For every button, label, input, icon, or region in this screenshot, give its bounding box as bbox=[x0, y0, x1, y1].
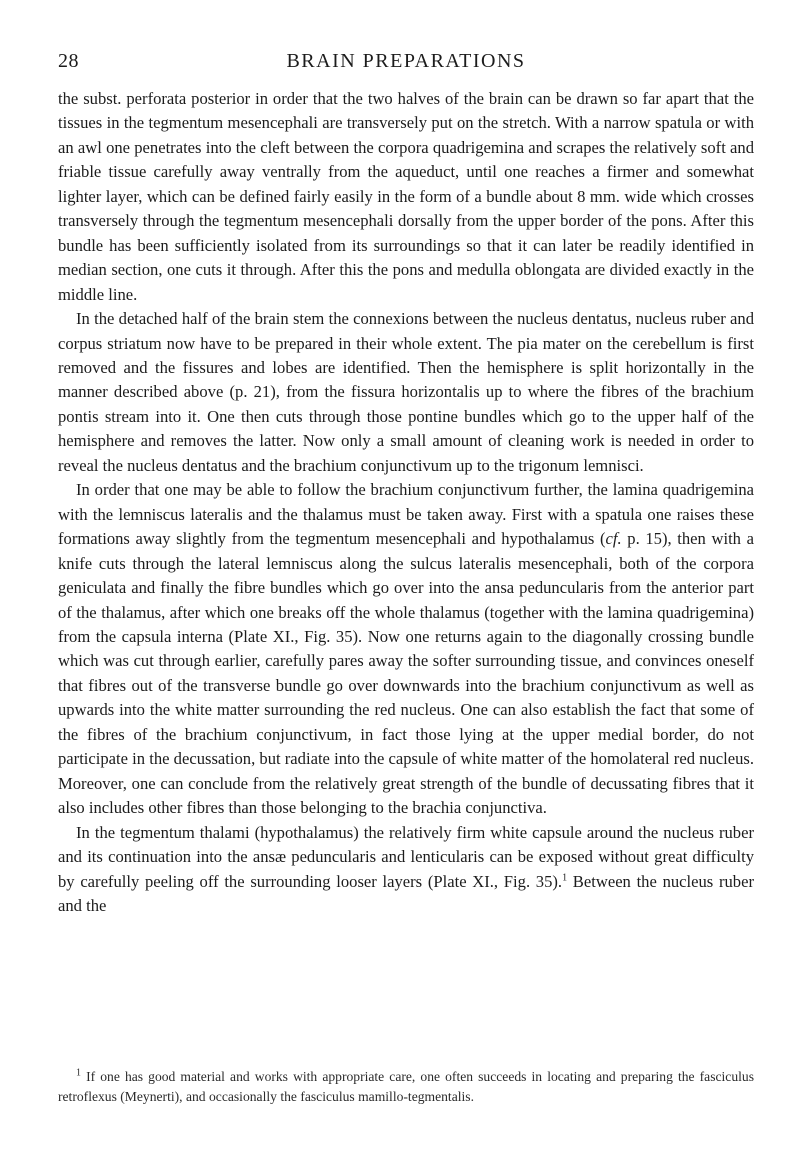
page-number: 28 bbox=[58, 50, 79, 72]
paragraph-3-part-2: p. 15), then with a knife cuts through the lateral lemniscus along the sulcus lateralis mesencephali, both of the corpora geniculata and finally the fibre bundles which go over into the ansa peduncularis from the anterior part of the thalamus, after which one breaks off the whole thalamus (together with the lamina quadrigemina) from the capsula interna (Plate XI., Fig. 35). Now one returns again to the diagonally crossing bundle which was cut through earlier, carefully pares away the softer surrounding tissue, and convinces oneself that fibres out of the transverse bundle go over downwards into the brachium conjunctivum as well as upwards into the white matter surrounding the red nucleus. One can also establish the fact that some of the fibres of the brachium conjunctivum, in fact those lying at the upper medial border, do not participate in the decussation, but radiate into the capsule of white matter of the homolateral red nucleus. Moreover, one can conclude from the relatively great strength of the bundle of decussating fibres that it also includes other fibres than those belonging to the brachia conjunctiva. bbox=[58, 529, 754, 818]
cf-abbreviation: cf. bbox=[605, 529, 622, 549]
paragraph-1: the subst. perforata posterior in order that the two halves of the brain can be drawn so far apart that the tissues in the tegmentum mesencephali are transversely put on the stretch. With a narrow spatula or with an awl one penetrates into the cleft between the corpora quadrigemina and scrapes the relatively soft and friable tissue carefully away ventrally from the aqueduct, until one reaches a firmer and somewhat lighter layer, which can be defined fairly easily in the form of a bundle about 8 mm. wide which crosses transversely through the tegmentum mesencephali dorsally from the upper border of the pons. After this bundle has been sufficiently isolated from its surroundings so that it can later be readily identified in median section, one cuts it through. After this the pons and medulla oblongata are divided exactly in the middle line. bbox=[58, 89, 754, 304]
footnote-marker: 1 bbox=[76, 1067, 81, 1079]
footnote-reference: 1 bbox=[562, 871, 568, 883]
paragraph-3 bbox=[58, 478, 754, 820]
paragraph-2: In the detached half of the brain stem the connexions between the nucleus dentatus, nucleus ruber and corpus striatum now have to be prepared in their whole extent. The pia mater on the cerebellum is first removed and the fissures and lobes are identified. Then the hemisphere is split horizontally in the manner described above (p. 21), from the fissura horizontalis up to where the fibres of the brachium pontis stream into it. One then cuts through those pontine bundles which go to the upper half of the hemisphere and removes the latter. Now only a small amount of cleaning work is needed in order to reveal the nucleus dentatus and the brachium conjunctivum up to the trigonum lemnisci. bbox=[58, 309, 754, 475]
paragraph-4 bbox=[58, 821, 754, 919]
paragraph-4-part-1: In the tegmentum thalami (hypothalamus) the relatively firm white capsule around the nucleus ruber and its continuation into the ansæ peduncularis and lenticularis can be exposed without great difficulty by carefully peeling off the surrounding looser layers (Plate XI., Fig. 35). bbox=[58, 822, 754, 891]
paragraph-3-part-1: In order that one may be able to follow the brachium conjunctivum further, the lamina quadrigemina with the lemniscus lateralis and the thalamus must be taken away. First with a spatula one raises these formations away slightly from the tegmentum mesencephali and hypothalamus ( bbox=[58, 480, 754, 549]
body-text bbox=[58, 87, 754, 918]
footnote-text: If one has good material and works with appropriate care, one often succeeds in locating and preparing the fasciculus retroflexus (Meynerti), and occasionally the fasciculus mamillo-tegmentalis. bbox=[58, 1069, 754, 1104]
page-header bbox=[58, 50, 754, 80]
paragraph-4-part-2: Between the nucleus ruber and the bbox=[58, 871, 754, 915]
running-head: BRAIN PREPARATIONS bbox=[286, 50, 526, 72]
footnote bbox=[58, 1067, 754, 1107]
